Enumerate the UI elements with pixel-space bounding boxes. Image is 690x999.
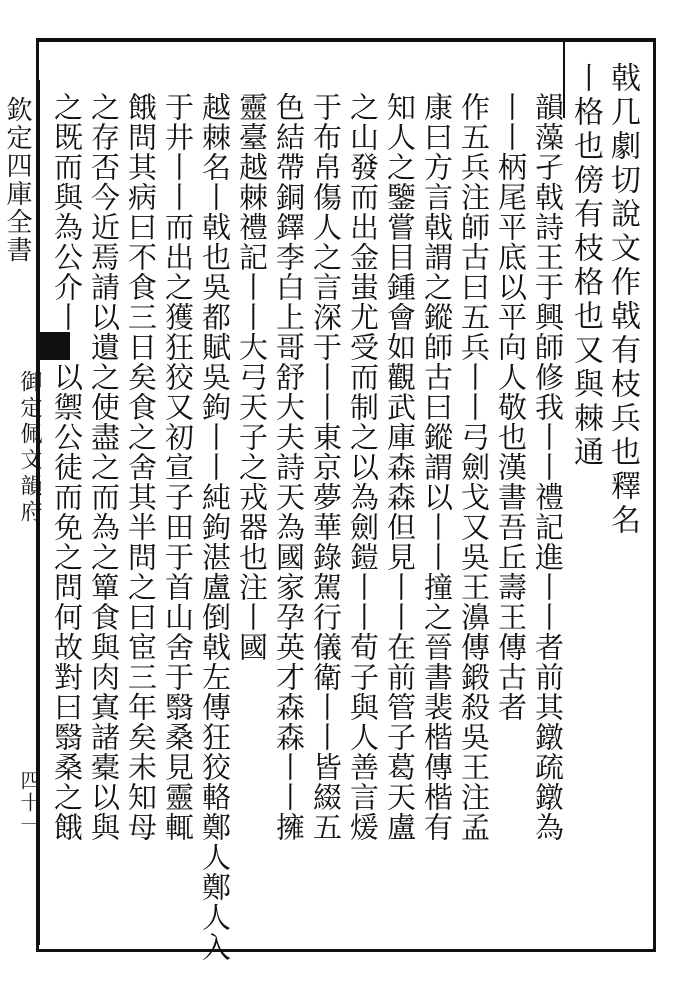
text-column: 色結帶銅鐸李白上哥舒大夫詩天為國家孕英才森森丨丨擁 bbox=[272, 92, 306, 842]
text-column: 越棘名丨戟也吳都賦吳鉤丨丨純鉤湛盧倒戟左傳狂狡輅鄭人鄭人入 bbox=[198, 92, 232, 962]
text-column: 靈臺越棘禮記丨丨大弓天子之戎器也注丨國 bbox=[235, 92, 269, 662]
text-column: 丨格也傍有枝格也又與棘通 bbox=[568, 62, 603, 470]
text-column: 康曰方言戟謂之鏦師古曰鏦謂以丨丨撞之晉書裴楷傳楷有 bbox=[420, 92, 454, 842]
text-column: 之存否今近焉請以遺之使盡之而為之簞食與肉寘諸橐以與 bbox=[87, 92, 121, 842]
text-column: 作五兵注師古曰五兵丨丨弓劍戈又吳王濞傳鍛殺吳王注孟 bbox=[457, 92, 491, 842]
text-column: 韻藻孑戟詩王于興師修我丨丨禮記進丨丨者前其鐓疏鐓為 bbox=[531, 92, 565, 842]
text-column: 戟几劇切說文作㦸有枝兵也釋名 bbox=[605, 62, 640, 538]
text-column: 餓問其病曰不食三日矣食之舍其半問之曰宦三年矣未知母 bbox=[124, 92, 158, 842]
text-column: 于布帛傷人之言深于丨丨東京夢華錄駕行儀衛丨丨皆綴五 bbox=[309, 92, 343, 842]
margin-series-title: 欽定四庫全書 bbox=[2, 96, 32, 264]
margin-book-title: 御定佩文韻府 bbox=[17, 370, 42, 526]
text-column: 于井丨丨而出之獲狂狡又初宣子田于首山舍于翳桑見靈輒 bbox=[161, 92, 195, 842]
text-column: 之山發而出金蚩尤受而制之以為劍鎧丨丨荀子與人善言煖 bbox=[346, 92, 380, 842]
margin-page-number: 四十一 bbox=[17, 770, 41, 836]
text-column: 丨丨柄尾平底以平向人敬也漢書吾丘壽王傳古者 bbox=[494, 92, 528, 722]
text-column: 之既而與為公介丨丨以禦公徒而免之問何故對曰翳桑之餓 bbox=[50, 92, 84, 842]
text-column: 知人之鑒嘗目鍾會如觀武庫森森但見丨丨在前管子葛天盧 bbox=[383, 92, 417, 842]
